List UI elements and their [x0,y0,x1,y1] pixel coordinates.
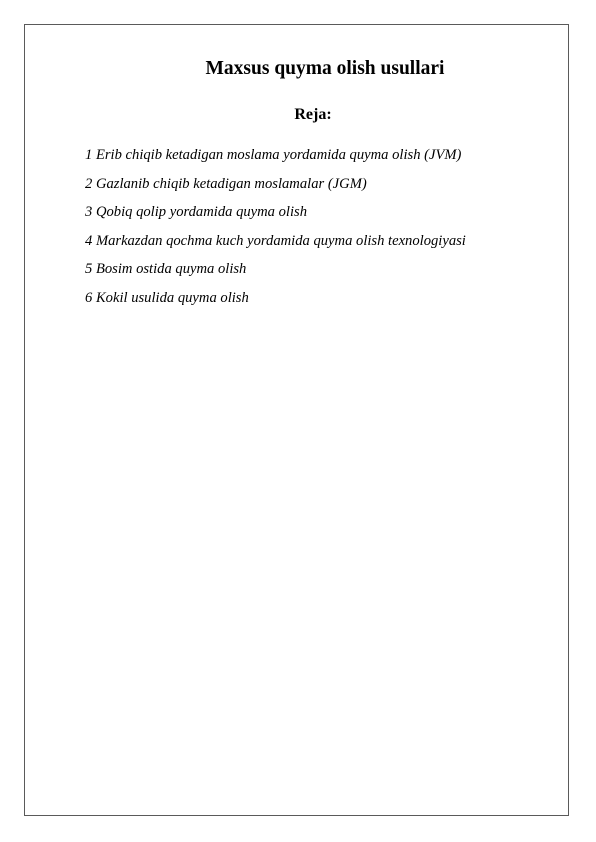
plan-item: 6 Kokil usulida quyma olish [85,289,249,306]
plan-item: 4 Markazdan qochma kuch yordamida quyma olish texnologiyasi [85,232,466,249]
plan-item: 3 Qobiq qolip yordamida quyma olish [85,204,308,221]
plan-item: 5 Bosim ostida quyma olish [85,261,247,278]
document-title: Maxsus quyma olish usullari [205,58,445,79]
plan-list [85,145,466,317]
plan-item: 2 Gazlanib chiqib ketadigan moslamalar (JGM) [85,175,367,192]
page-border [24,24,569,816]
plan-item: 1 Erib chiqib ketadigan moslama yordamida quyma olish (JVM) [85,147,462,163]
plan-heading: Reja: [294,106,332,123]
